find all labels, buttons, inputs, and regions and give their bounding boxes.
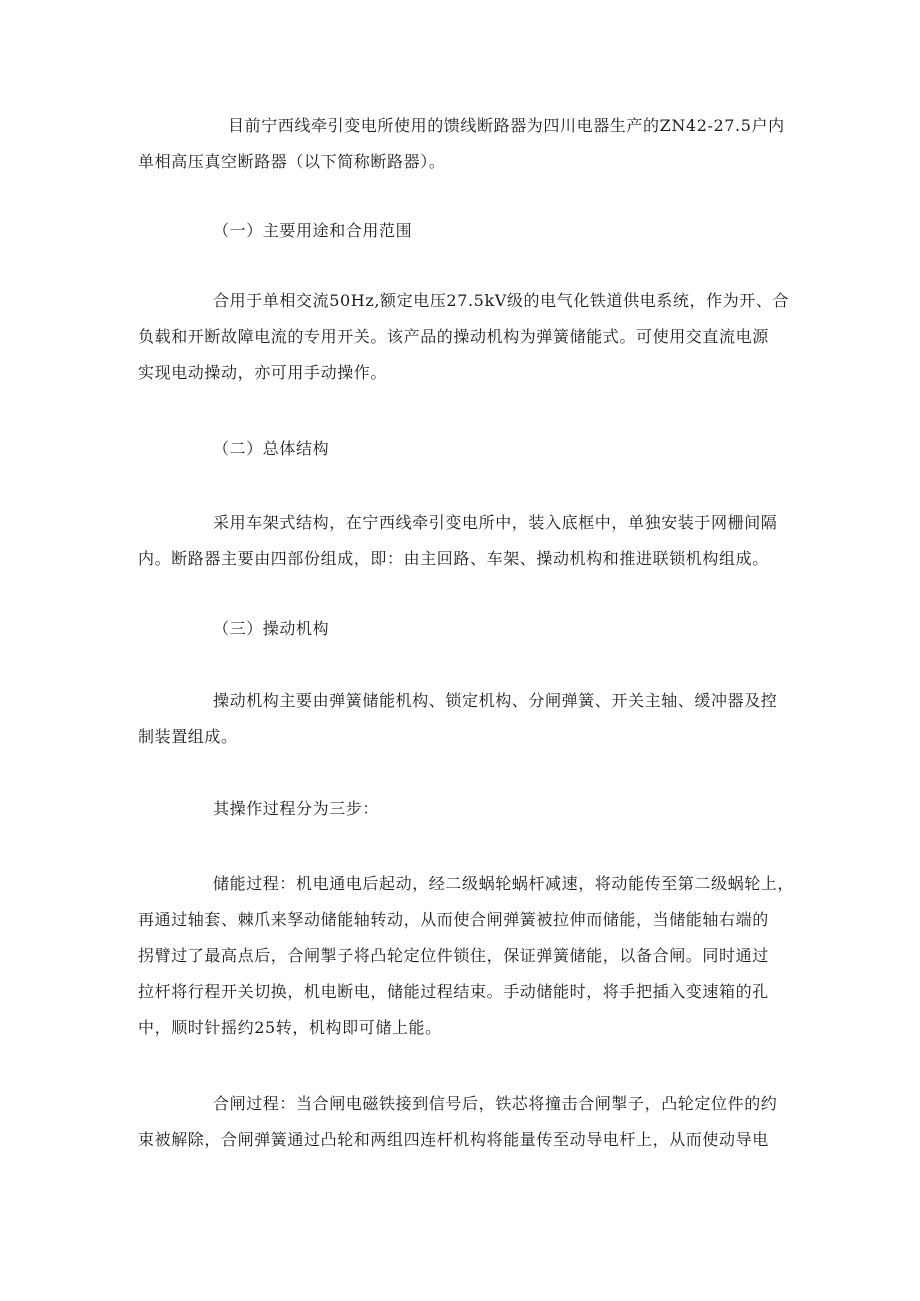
paragraph-6-line-4: 拉杆将行程开关切换，机电断电，储能过程结束。手动储能时，将手把插入变速箱的孔 [138, 982, 769, 1001]
paragraph-4-line-2: 制装置组成。 [138, 727, 238, 746]
section-heading-2: （二）总体结构 [213, 439, 330, 458]
paragraph-7-line-2: 束被解除，合闸弹簧通过凸轮和两组四连杆机构将能量传至动导电杆上，从而使动导电 [138, 1130, 769, 1149]
paragraph-6-line-1: 储能过程：机电通电后起动，经二级蜗轮蜗杆减速，将动能传至第二级蜗轮上， [213, 874, 795, 893]
paragraph-6-line-3: 拐臂过了最高点后，合闸掣子将凸轮定位件锁住，保证弹簧储能，以备合闸。同时通过 [138, 946, 769, 965]
paragraph-5-line-1: 其操作过程分为三步： [213, 799, 380, 818]
section-heading-3: （三）操动机构 [213, 619, 330, 638]
paragraph-2-line-1: 合用于单相交流50Hz,额定电压27.5kV级的电气化铁道供电系统，作为开、合 [213, 291, 790, 310]
paragraph-2-line-3: 实现电动操动，亦可用手动操作。 [138, 363, 388, 382]
paragraph-2-line-2: 负载和开断故障电流的专用开关。该产品的操动机构为弹簧储能式。可使用交直流电源 [138, 327, 769, 346]
paragraph-7-line-1: 合闸过程：当合闸电磁铁接到信号后，铁芯将撞击合闸掣子，凸轮定位件的约 [213, 1094, 778, 1113]
paragraph-1-line-2: 单相高压真空断路器（以下简称断路器）。 [138, 152, 446, 171]
paragraph-6-line-2: 再通过轴套、棘爪来孥动储能轴转动，从而使合闸弹簧被拉伸而储能，当储能轴右端的 [138, 910, 769, 929]
paragraph-3-line-2: 内。断路器主要由四部份组成，即：由主回路、车架、操动机构和推进联锁机构组成。 [138, 549, 769, 568]
paragraph-6-line-5: 中，顺时针摇约25转，机构即可储上能。 [138, 1018, 442, 1037]
paragraph-3-line-1: 采用车架式结构，在宁西线牵引变电所中，装入底框中，单独安装于网栅间隔 [213, 513, 778, 532]
paragraph-1-line-1: 目前宁西线牵引变电所使用的馈线断路器为四川电器生产的ZN42-27.5户内 [228, 116, 785, 135]
paragraph-4-line-1: 操动机构主要由弹簧储能机构、锁定机构、分闸弹簧、开关主轴、缓冲器及控 [213, 691, 778, 710]
section-heading-1: （一）主要用途和合用范围 [213, 221, 413, 240]
